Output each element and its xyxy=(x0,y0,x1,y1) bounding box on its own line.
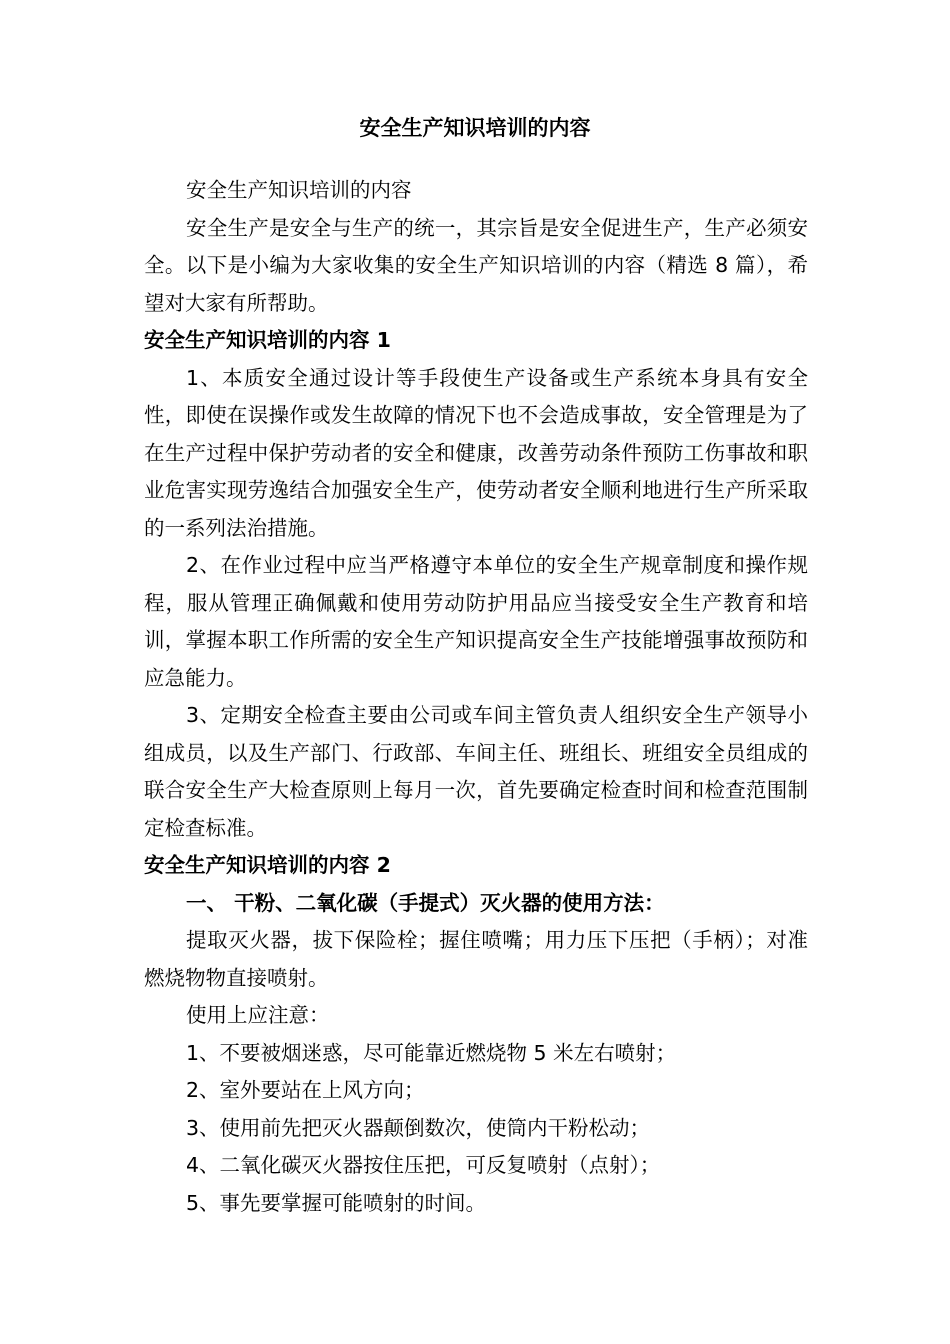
section2-subheading: 一、 干粉、二氧化碳（手提式）灭火器的使用方法： xyxy=(186,890,665,915)
document-body xyxy=(144,172,808,1222)
note-item: 1、不要被烟迷惑，尽可能靠近燃烧物 5 米左右喷射； xyxy=(186,1040,677,1065)
notes-label: 使用上应注意： xyxy=(186,1003,330,1027)
section1-paragraph-3: 3、定期安全检查主要由公司或车间主管负责人组织安全生产领导小组成员，以及生产部门、行政部、车间主任、班组长、班组安全员组成的联合安全生产大检查原则上每月一次，首先要确定检查时间和检查范围制定检查标准。 xyxy=(144,703,808,840)
intro-subtitle: 安全生产知识培训的内容 xyxy=(186,178,412,202)
usage-paragraph: 提取灭火器，拔下保险栓；握住喷嘴；用力压下压把（手柄）；对准燃烧物物直接喷射。 xyxy=(144,928,808,990)
section1-paragraph-2: 2、在作业过程中应当严格遵守本单位的安全生产规章制度和操作规程，服从管理正确佩戴和使用劳动防护用品应当接受安全生产教育和培训，掌握本职工作所需的安全生产知识提高安全生产技能增强事故预防和应急能力。 xyxy=(144,553,808,690)
intro-paragraph: 安全生产是安全与生产的统一，其宗旨是安全促进生产，生产必须安全。以下是小编为大家收集的安全生产知识培训的内容（精选 8 篇），希望对大家有所帮助。 xyxy=(144,215,808,315)
note-item: 5、事先要掌握可能喷射的时间。 xyxy=(186,1190,487,1215)
section2-heading: 安全生产知识培训的内容 2 xyxy=(144,853,391,877)
section1-paragraph-1: 1、本质安全通过设计等手段使生产设备或生产系统本身具有安全性，即使在误操作或发生故障的情况下也不会造成事故，安全管理是为了在生产过程中保护劳动者的安全和健康，改善劳动条件预防工伤事故和职业危害实现劳逸结合加强安全生产，使劳动者安全顺利地进行生产所采取的一系列法治措施。 xyxy=(144,365,808,540)
document-title: 安全生产知识培训的内容 xyxy=(359,116,591,140)
note-item: 4、二氧化碳灭火器按住压把，可反复喷射（点射）； xyxy=(186,1153,661,1177)
note-item: 2、室外要站在上风方向； xyxy=(186,1078,425,1102)
section1-heading: 安全生产知识培训的内容 1 xyxy=(144,328,391,352)
note-item: 3、使用前先把灭火器颠倒数次，使筒内干粉松动； xyxy=(186,1115,651,1140)
